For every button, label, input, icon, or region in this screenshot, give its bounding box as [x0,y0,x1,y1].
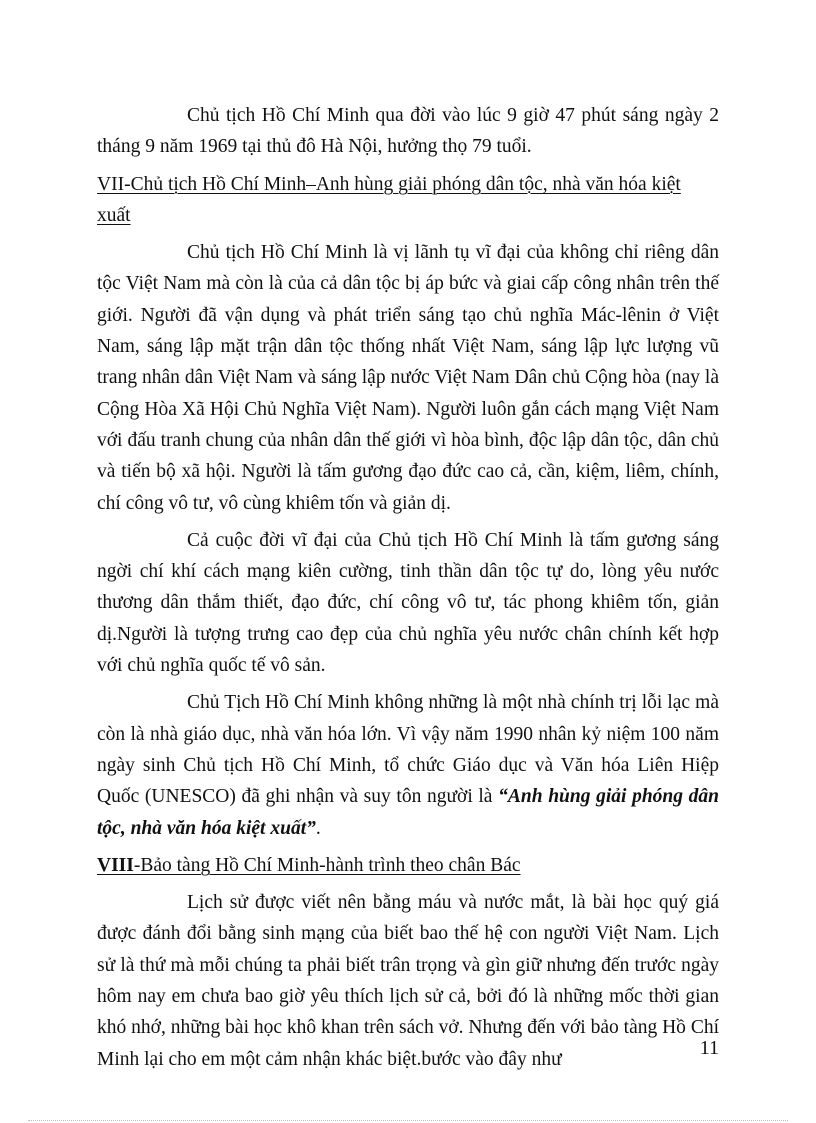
section-heading-viii-number: VIII [97,854,134,876]
paragraph-example: Cả cuộc đời vĩ đại của Chủ tịch Hồ Chí Minh là tấm gương sáng ngời chí khí cách mạng kiên cường, tinh thần dân tộc tự do, lòng yêu nước thương dân thắm thiết, đạo đức, chí công vô tư, tác phong khiêm tốn, giản dị.Người là tượng trưng cao đẹp của chủ nghĩa yêu nước chân chính kết hợp với chủ nghĩa quốc tế vô sản. [97,529,719,677]
paragraph-unesco-text: Chủ Tịch Hồ Chí Minh không những là một nhà chính trị lỗi lạc mà còn là nhà giáo dục, nhà văn hóa lớn. Vì vậy năm 1990 nhân kỷ niệm 100 năm ngày sinh Chủ tịch Hồ Chí Minh, tổ chức Giáo dục và Văn hóa Liên Hiệp Quốc (UNESCO) đã ghi nhận và suy tôn người là [97,692,719,808]
page-number: 11 [699,1037,719,1059]
section-heading-vii: VII-Chủ tịch Hồ Chí Minh–Anh hùng giải phóng dân tộc, nhà văn hóa kiệt xuất [97,173,681,226]
section-heading-viii-text: -Bảo tàng Hồ Chí Minh-hành trình theo chân Bác [133,854,521,876]
page-bottom-divider [28,1120,788,1121]
paragraph-unesco-end: . [315,817,321,839]
paragraph-unesco [97,687,719,843]
unesco-title-emphasis: “Anh hùng giải phóng dân tộc, nhà văn hóa kiệt xuất” [97,786,720,839]
page-body [97,100,719,1081]
paragraph-leader: Chủ tịch Hồ Chí Minh là vị lãnh tụ vĩ đại của không chỉ riêng dân tộc Việt Nam mà còn là của cả dân tộc bị áp bức và giai cấp công nhân trên thế giới. Người đã vận dụng và phát triển sáng tạo chủ nghĩa Mác-lênin ở Việt Nam, sáng lập mặt trận dân tộc thống nhất Việt Nam, sáng lập lực lượng vũ trang nhân dân Việt Nam và sáng lập nước Việt Nam Dân chủ Cộng hòa (nay là Cộng Hòa Xã Hội Chủ Nghĩa Việt Nam). Người luôn gắn cách mạng Việt Nam với đấu tranh chung của nhân dân thế giới vì hòa bình, độc lập dân tộc, dân chủ và tiến bộ xã hội. Người là tấm gương đạo đức cao cả, cần, kiệm, liêm, chính, chí công vô tư, vô cùng khiêm tốn và giản dị. [97,242,719,514]
section-heading-viii [97,850,719,881]
paragraph-museum: Lịch sử được viết nên bằng máu và nước mắt, là bài học quý giá được đánh đổi bằng sinh mạng của biết bao thế hệ con người Việt Nam. Lịch sử là thứ mà mỗi chúng ta phải biết trân trọng và gìn giữ nhưng đến trước ngày hôm nay em chưa bao giờ yêu thích lịch sử cả, bởi đó là những mốc thời gian khó nhớ, những bài học khô khan trên sách vở. Nhưng đến với bảo tàng Hồ Chí Minh lại cho em một cảm nhận khác biệt.bước vào đây như [97,892,719,1070]
paragraph-death-date: Chủ tịch Hồ Chí Minh qua đời vào lúc 9 giờ 47 phút sáng ngày 2 tháng 9 năm 1969 tại thủ đô Hà Nội, hưởng thọ 79 tuổi. [97,105,719,158]
